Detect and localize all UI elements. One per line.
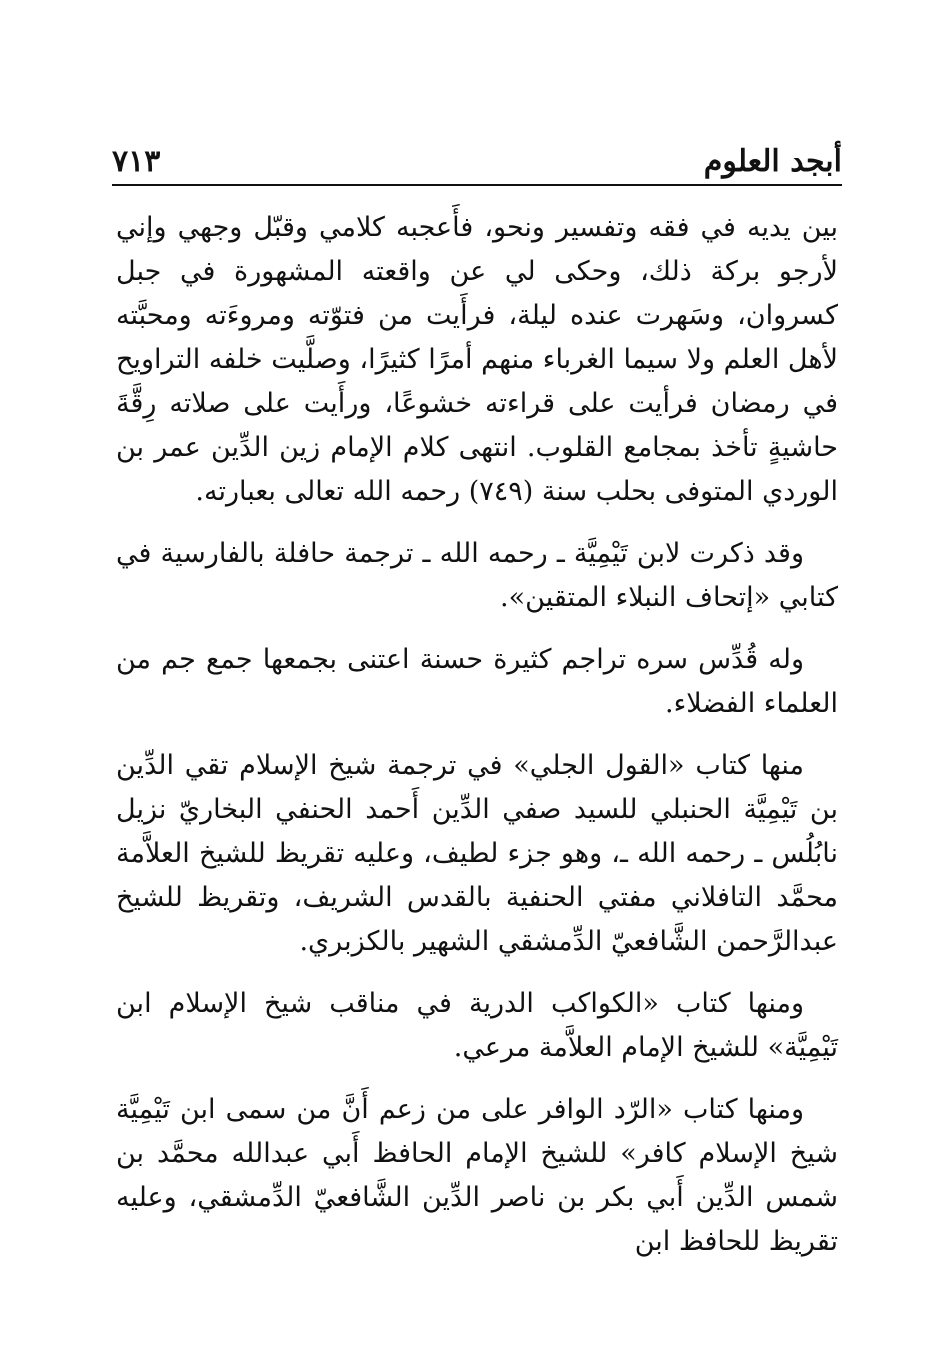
book-title: أبجد العلوم (703, 144, 842, 179)
paragraph-biographies-intro: وله قُدِّس سره تراجم كثيرة حسنة اعتنى بجمعها جمع جم من العلماء الفضلاء. (116, 644, 838, 719)
paragraph-al-kawakib: ومنها كتاب «الكواكب الدرية في مناقب شيخ الإسلام ابن تَيْمِيَّة» للشيخ الإمام العلاَّمة مرعي. (116, 988, 838, 1063)
paragraph-al-qawl-al-jali: منها كتاب «القول الجلي» في ترجمة شيخ الإسلام تقي الدِّين بن تَيْمِيَّة الحنبلي للسيد صفي الدِّين أَحمد الحنفي البخاريّ نزيل نابُلُس ـ رحمه الله ـ، وهو جزء لطيف، وعليه تقريظ للشيخ العلاَّمة محمَّد التافلاني مفتي الحنفية بالقدس الشريف، وتقريظ للشيخ عبدالرَّحمن الشَّافعيّ الدِّمشقي الشهير بالكزبري. (116, 750, 838, 957)
paragraph-continuation: بين يديه في فقه وتفسير ونحو، فأَعجبه كلامي وقبّل وجهي وإني لأرجو بركة ذلك، وحكى لي عن واقعته المشهورة في جبل كسروان، وسَهرت عنده ليلة، فرأَيت من فتوّته ومروءَته ومحبَّته لأهل العلم ولا سيما الغرباء منهم أمرًا كثيرًا، وصلَّيت خلفه التراويح في رمضان فرأيت على قراءته خشوعًا، ورأَيت على صلاته رِقَّةَ حاشيةٍ تأخذ بمجامع القلوب. انتهى كلام الإمام زين الدِّين عمر بن الوردي المتوفى بحلب سنة (٧٤٩) رحمه الله تعالى بعبارته. (116, 212, 838, 507)
running-header (112, 140, 842, 184)
body-text (116, 206, 838, 1282)
paragraph-al-radd-al-wafir: ومنها كتاب «الرّد الوافر على من زعم أَنَّ من سمى ابن تَيْمِيَّة شيخ الإسلام كافر» للشيخ الإمام الحافظ أَبي عبدالله محمَّد بن شمس الدِّين أَبي بكر بن ناصر الدِّين الشَّافعيّ الدِّمشقي، وعليه تقريظ للحافظ ابن (116, 1094, 838, 1257)
header-rule (112, 184, 842, 186)
page-number: ٧١٣ (112, 144, 161, 179)
paragraph-biography-note: وقد ذكرت لابن تَيْمِيَّة ـ رحمه الله ـ ترجمة حافلة بالفارسية في كتابي «إتحاف النبلاء المتقين». (116, 538, 838, 613)
